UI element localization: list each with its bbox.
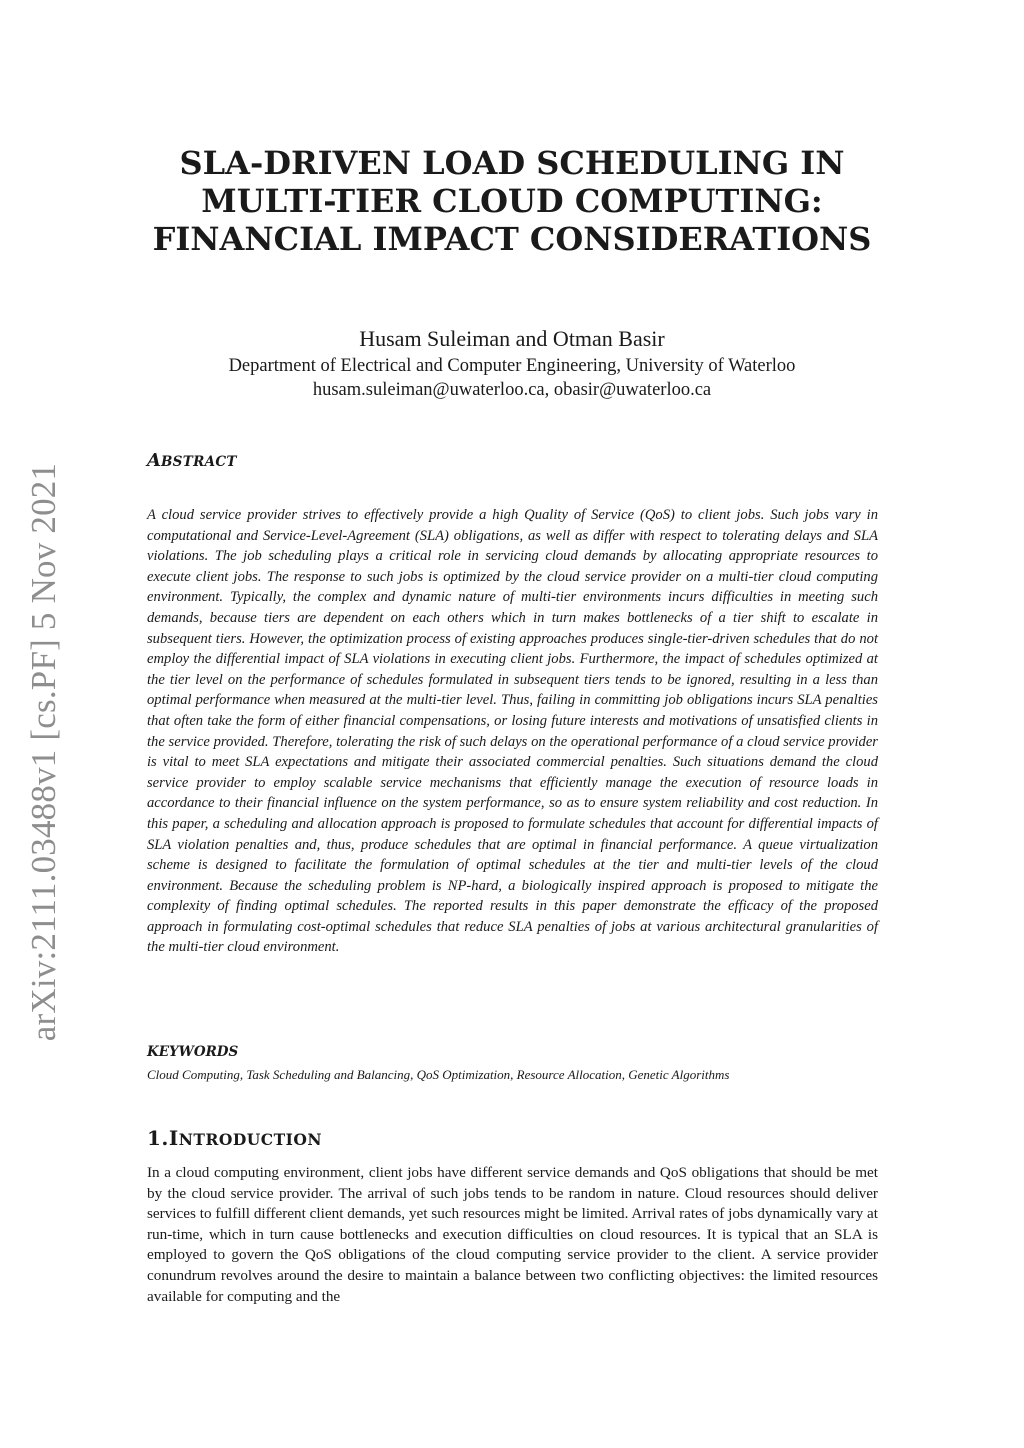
introduction-heading bbox=[147, 1126, 322, 1150]
title-line-2: MULTI-TIER CLOUD COMPUTING: bbox=[201, 182, 823, 220]
author-names: Husam Suleiman and Otman Basir bbox=[359, 326, 665, 351]
paper-title bbox=[0, 144, 1024, 258]
keywords-heading: KEYWORDS bbox=[147, 1044, 239, 1060]
introduction-paragraph: In a cloud computing environment, client jobs have different service demands and QoS obligations that should be met by the cloud service provider. The arrival of such jobs tends to be random in nature. Cloud resources should deliver services to fulfill different client demands, yet such resources might be limited. Arrival rates of jobs dynamically vary at run-time, which in turn cause bottlenecks and execution difficulties on cloud resources. It is typical that an SLA is employed to govern the QoS obligations of the cloud computing service provider to the client. A service provider conundrum revolves around the desire to maintain a balance between two conflicting objectives: the limited resources available for computing and the bbox=[147, 1164, 878, 1305]
author-emails: husam.suleiman@uwaterloo.ca, obasir@uwaterloo.ca bbox=[312, 380, 712, 400]
keywords-list: Cloud Computing, Task Scheduling and Balancing, QoS Optimization, Resource Allocation, Genetic Algorithms bbox=[147, 1067, 730, 1082]
abstract-heading-rest: BSTRACT bbox=[160, 454, 237, 470]
abstract-heading-initial: A bbox=[147, 450, 161, 471]
title-line-3: FINANCIAL IMPACT CONSIDERATIONS bbox=[152, 220, 872, 258]
abstract-text: A cloud service provider strives to effectively provide a high Quality of Service (QoS) to client jobs. Such jobs vary in computational and Service-Level-Agreement (SLA) obligations, as well as differ with respect to tolerating delays and SLA violations. The job scheduling plays a critical role in servicing cloud demands by allocating appropriate resources to execute client jobs. The response to such jobs is optimized by the cloud service provider on a multi-tier cloud computing environment. Typically, the complex and dynamic nature of multi-tier environments incurs difficulties in meeting such demands, because tiers are dependent on each others which in turn makes bottlenecks of a tier shift to escalate in subsequent tiers. However, the optimization process of existing approaches produces single-tier-driven schedules that do not employ the differential impact of SLA violations in executing client jobs. Furthermore, the impact of schedules optimized at the tier level on the performance of schedules formulated in subsequent tiers tends to be ignored, resulting in a less than optimal performance when measured at the multi-tier level. Thus, failing in committing job obligations incurs SLA penalties that often take the form of either financial compensations, or losing future interests and motivations of unsatisfied clients in the service provided. Therefore, tolerating the risk of such delays on the operational performance of a cloud service provider is vital to meet SLA expectations and mitigate their associated commercial penalties. Such situations demand the cloud service provider to employ scalable service mechanisms that efficiently manage the execution of resource loads in accordance to their financial influence on the system performance, so as to ensure system reliability and cost reduction. In this paper, a scheduling and allocation approach is proposed to formulate schedules that account for differential impacts of SLA violation penalties and, thus, produce schedules that are optimal in financial performance. A queue virtualization scheme is designed to facilitate the formulation of optimal schedules at the tier and multi-tier levels of the cloud environment. Because the scheduling problem is NP-hard, a biologically inspired approach is proposed to mitigate the complexity of finding optimal schedules. The reported results in this paper demonstrate the efficacy of the proposed approach in formulating cost-optimal schedules that reduce SLA penalties of jobs at various architectural granularities of the multi-tier cloud environment. bbox=[147, 507, 878, 956]
section-heading-rest: NTRODUCTION bbox=[178, 1130, 323, 1149]
arxiv-identifier-stamp: arXiv:2111.03488v1 [cs.PF] 5 Nov 2021 bbox=[24, 462, 63, 1042]
title-line-1: SLA-DRIVEN LOAD SCHEDULING IN bbox=[179, 144, 845, 182]
abstract-heading bbox=[147, 450, 237, 471]
section-heading-initial: I bbox=[168, 1126, 179, 1150]
section-number: 1. bbox=[147, 1126, 169, 1150]
author-affiliation: Department of Electrical and Computer Engineering, University of Waterloo bbox=[228, 356, 796, 376]
